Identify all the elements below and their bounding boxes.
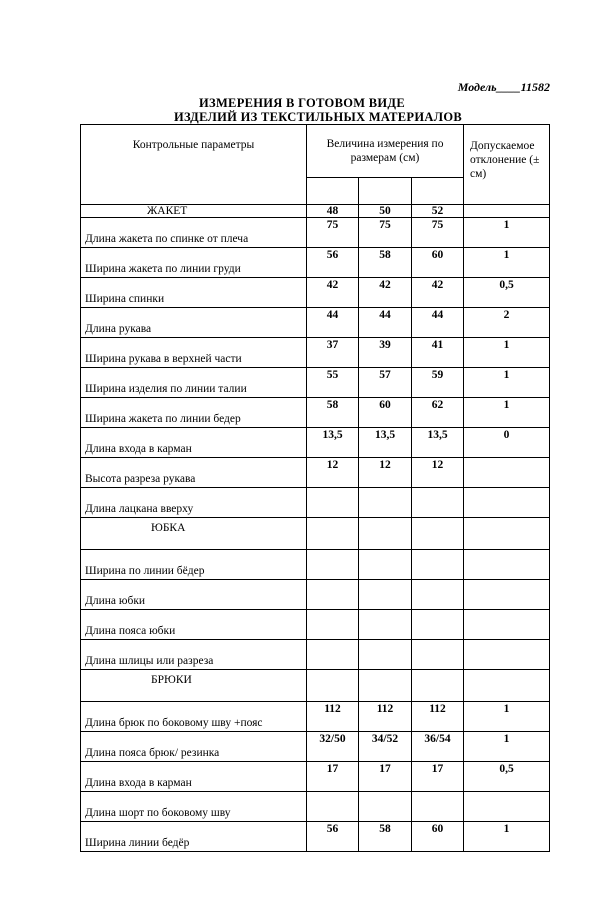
value-cell: 58 [307,398,359,428]
value-cell: 17 [359,762,412,792]
measurement-row [81,822,550,852]
row-label: Ширина жакета по линии бедер [81,398,307,428]
row-label: Длина брюк по боковому шву +пояс [81,702,307,732]
value-cell: 112 [412,702,464,732]
model-number: Модель____11582 [457,80,550,94]
measurement-row [81,580,550,610]
section-jacket: ЖАКЕТ [81,205,307,218]
value-cell [412,488,464,518]
value-cell [359,640,412,670]
empty-cell [464,518,550,550]
empty-cell [307,518,359,550]
value-cell [412,550,464,580]
header-param: Контрольные параметры [81,125,307,205]
measurement-row [81,458,550,488]
row-label: Ширина изделия по линии талии [81,368,307,398]
value-cell: 75 [412,218,464,248]
tolerance-cell: 1 [464,702,550,732]
measurement-row [81,218,550,248]
measurement-row [81,792,550,822]
blank-cell [359,178,412,205]
value-cell [359,580,412,610]
tolerance-cell [464,550,550,580]
value-cell: 60 [412,822,464,852]
row-label: Ширина рукава в верхней части [81,338,307,368]
value-cell: 112 [307,702,359,732]
value-cell: 44 [359,308,412,338]
tolerance-cell: 1 [464,338,550,368]
value-cell [412,580,464,610]
value-cell [307,488,359,518]
tolerance-cell: 1 [464,398,550,428]
measurement-row [81,762,550,792]
value-cell: 13,5 [359,428,412,458]
value-cell: 42 [412,278,464,308]
measurement-row [81,368,550,398]
tolerance-cell: 1 [464,248,550,278]
document-title-line-1: ИЗМЕРЕНИЯ В ГОТОВОМ ВИДЕ [199,96,405,110]
empty-cell [412,518,464,550]
value-cell: 56 [307,248,359,278]
blank-cell [412,178,464,205]
value-cell: 44 [307,308,359,338]
value-cell: 55 [307,368,359,398]
tolerance-cell [464,792,550,822]
value-cell [359,550,412,580]
value-cell: 41 [412,338,464,368]
value-cell [412,640,464,670]
value-cell: 75 [307,218,359,248]
empty-cell [464,670,550,702]
measurement-row [81,610,550,640]
row-label: Ширина по линии бёдер [81,550,307,580]
measurement-row [81,732,550,762]
tolerance-cell: 0,5 [464,762,550,792]
tolerance-cell: 0,5 [464,278,550,308]
measurements-table [80,124,550,852]
document-title-line-2: ИЗДЕЛИЙ ИЗ ТЕКСТИЛЬНЫХ МАТЕРИАЛОВ [174,110,462,124]
value-cell: 12 [359,458,412,488]
size-row [81,205,550,218]
value-cell [359,792,412,822]
row-label: Ширина спинки [81,278,307,308]
value-cell: 42 [307,278,359,308]
tolerance-cell: 0 [464,428,550,458]
row-label: Высота разреза рукава [81,458,307,488]
empty-cell [307,670,359,702]
size-tolerance-cell [464,205,550,218]
header-row [81,125,550,178]
value-cell: 34/52 [359,732,412,762]
row-label: Длина рукава [81,308,307,338]
row-label: Длина пояса брюк/ резинка [81,732,307,762]
value-cell: 32/50 [307,732,359,762]
measurement-row [81,550,550,580]
value-cell [412,610,464,640]
header-size: Величина измерения по размерам (см) [307,125,464,178]
row-label: Длина шлицы или разреза [81,640,307,670]
tolerance-cell: 2 [464,308,550,338]
size-cell: 52 [412,205,464,218]
row-label: Длина входа в карман [81,428,307,458]
value-cell: 39 [359,338,412,368]
value-cell [359,488,412,518]
value-cell [307,610,359,640]
value-cell: 59 [412,368,464,398]
empty-cell [359,670,412,702]
row-label: Длина шорт по боковому шву [81,792,307,822]
value-cell [307,792,359,822]
section-row [81,518,550,550]
value-cell: 60 [359,398,412,428]
value-cell [307,550,359,580]
value-cell: 57 [359,368,412,398]
measurement-row [81,640,550,670]
value-cell: 13,5 [307,428,359,458]
measurement-row [81,488,550,518]
row-label: Ширина жакета по линии груди [81,248,307,278]
row-label: Длина жакета по спинке от плеча [81,218,307,248]
value-cell: 17 [412,762,464,792]
tolerance-cell [464,580,550,610]
measurement-row [81,398,550,428]
blank-cell [307,178,359,205]
value-cell: 56 [307,822,359,852]
measurement-row [81,278,550,308]
value-cell: 12 [412,458,464,488]
measurement-row [81,428,550,458]
value-cell: 62 [412,398,464,428]
value-cell [307,580,359,610]
value-cell: 17 [307,762,359,792]
value-cell: 12 [307,458,359,488]
tolerance-cell: 1 [464,732,550,762]
value-cell: 44 [412,308,464,338]
tolerance-cell: 1 [464,218,550,248]
value-cell [307,640,359,670]
value-cell: 36/54 [412,732,464,762]
row-label: Длина пояса юбки [81,610,307,640]
value-cell: 58 [359,822,412,852]
value-cell [412,792,464,822]
value-cell: 60 [412,248,464,278]
row-label: Длина юбки [81,580,307,610]
value-cell [359,610,412,640]
tolerance-cell [464,458,550,488]
row-label: Длина лацкана вверху [81,488,307,518]
value-cell: 75 [359,218,412,248]
tolerance-cell: 1 [464,368,550,398]
measurement-row [81,248,550,278]
value-cell: 58 [359,248,412,278]
header-tolerance: Допускаемое отклонение (± см) [464,125,550,205]
tolerance-cell [464,488,550,518]
empty-cell [412,670,464,702]
row-label: Ширина линии бедёр [81,822,307,852]
value-cell: 37 [307,338,359,368]
tolerance-cell [464,610,550,640]
value-cell: 42 [359,278,412,308]
size-cell: 50 [359,205,412,218]
measurement-row [81,308,550,338]
tolerance-cell: 1 [464,822,550,852]
section-row [81,670,550,702]
size-cell: 48 [307,205,359,218]
section-pants: БРЮКИ [81,670,307,702]
measurement-row [81,338,550,368]
tolerance-cell [464,640,550,670]
row-label: Длина входа в карман [81,762,307,792]
empty-cell [359,518,412,550]
value-cell: 112 [359,702,412,732]
value-cell: 13,5 [412,428,464,458]
section-skirt: ЮБКА [81,518,307,550]
measurement-row [81,702,550,732]
